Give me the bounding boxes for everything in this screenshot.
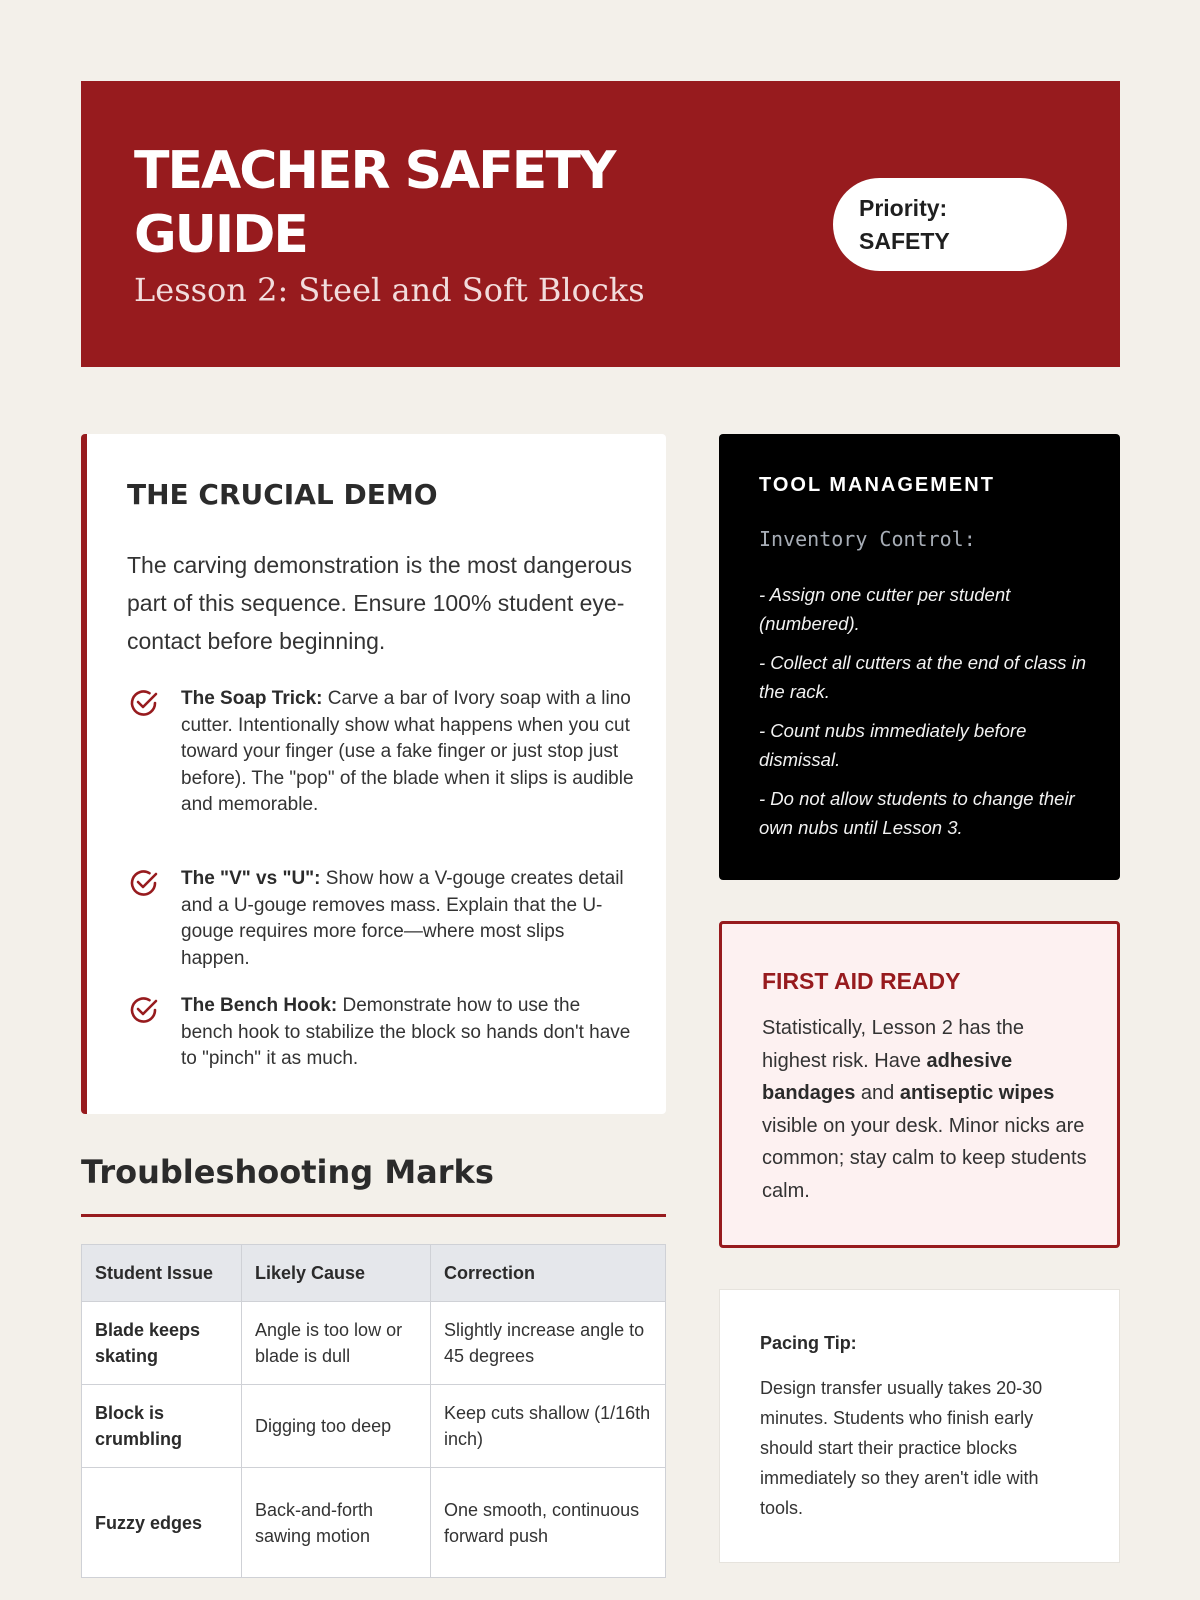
pacing-tip-title: Pacing Tip: bbox=[760, 1333, 857, 1353]
troubleshooting-table bbox=[81, 1244, 666, 1578]
demo-item-body: Carve a bar of Ivory soap with a lino cutter. Intentionally show what happens when you cut toward your finger (use a fake finger or just stop just before). The "pop" of the blade when it slips is audible and memorable. bbox=[181, 688, 634, 815]
pacing-tip-card bbox=[719, 1289, 1120, 1563]
pacing-tip-text: Design transfer usually takes 20-30 minutes. Students who finish early should start their practice blocks immediately so they aren't idle with tools. bbox=[760, 1378, 1043, 1518]
cell-cause: Digging too deep bbox=[242, 1385, 431, 1468]
page-title: TEACHER SAFETY GUIDE bbox=[134, 141, 615, 265]
demo-item-text bbox=[181, 993, 637, 1073]
priority-label: Priority: bbox=[859, 195, 948, 221]
first-aid-highlight: adhesive bandages bbox=[762, 1049, 1013, 1104]
cell-correction: Slightly increase angle to 45 degrees bbox=[431, 1302, 666, 1385]
table-row bbox=[82, 1385, 666, 1468]
page-subtitle: Lesson 2: Steel and Soft Blocks bbox=[134, 271, 645, 309]
crucial-demo-card bbox=[81, 434, 666, 1114]
list-item: - Do not allow students to change their own nubs until Lesson 3. bbox=[759, 788, 1075, 838]
first-aid-text-part: Statistically, Lesson 2 has the highest risk. Have bbox=[762, 1017, 1024, 1072]
demo-item-heading: The Bench Hook: bbox=[181, 995, 338, 1016]
list-item: - Count nubs immediately before dismissal. bbox=[759, 720, 1027, 770]
cell-correction: Keep cuts shallow (1/16th inch) bbox=[431, 1385, 666, 1468]
troubleshooting-title: Troubleshooting Marks bbox=[81, 1153, 494, 1191]
demo-item-body: Show how a V-gouge creates detail and a U-gouge removes mass. Explain that the U-gouge requires more force—where most slips happen. bbox=[181, 868, 624, 969]
demo-item-heading: The Soap Trick: bbox=[181, 688, 323, 709]
demo-title: THE CRUCIAL DEMO bbox=[127, 478, 438, 511]
column-header-correction: Correction bbox=[431, 1245, 666, 1302]
demo-item-body: Demonstrate how to use the bench hook to stabilize the block so hands don't have to "pinch" it as much. bbox=[181, 995, 631, 1069]
tool-management-title: TOOL MANAGEMENT bbox=[759, 474, 995, 496]
priority-value: SAFETY bbox=[859, 228, 950, 254]
first-aid-text-part: and bbox=[855, 1082, 900, 1104]
demo-item-text bbox=[181, 686, 637, 819]
cell-issue: Block is crumbling bbox=[82, 1385, 242, 1468]
first-aid-highlight: antiseptic wipes bbox=[899, 1082, 1055, 1104]
first-aid-text-part: visible on your desk. Minor nicks are common; stay calm to keep students calm. bbox=[762, 1114, 1087, 1202]
section-divider bbox=[81, 1214, 666, 1217]
table-row bbox=[82, 1302, 666, 1385]
cell-cause: Angle is too low or blade is dull bbox=[242, 1302, 431, 1385]
cell-cause: Back-and-forth sawing motion bbox=[242, 1468, 431, 1578]
tool-management-card bbox=[719, 434, 1120, 880]
cell-correction: One smooth, continuous forward push bbox=[431, 1468, 666, 1578]
demo-item-heading: The "V" vs "U": bbox=[181, 868, 321, 889]
check-circle-icon bbox=[127, 686, 161, 720]
list-item: - Assign one cutter per student (numbered). bbox=[759, 584, 1011, 634]
table-row bbox=[82, 1468, 666, 1578]
demo-item-text bbox=[181, 866, 637, 972]
check-circle-icon bbox=[127, 866, 161, 900]
column-header-cause: Likely Cause bbox=[242, 1245, 431, 1302]
check-circle-icon bbox=[127, 993, 161, 1027]
first-aid-card bbox=[719, 921, 1120, 1248]
cell-issue: Fuzzy edges bbox=[82, 1468, 242, 1578]
priority-badge bbox=[833, 178, 1067, 271]
cell-issue: Blade keeps skating bbox=[82, 1302, 242, 1385]
first-aid-title: FIRST AID READY bbox=[762, 968, 961, 994]
column-header-issue: Student Issue bbox=[82, 1245, 242, 1302]
list-item: - Collect all cutters at the end of class in the rack. bbox=[759, 652, 1086, 702]
header-banner bbox=[81, 81, 1120, 367]
first-aid-text bbox=[762, 1012, 1087, 1207]
table-header-row bbox=[82, 1245, 666, 1302]
demo-intro: The carving demonstration is the most dangerous part of this sequence. Ensure 100% student eye-contact before beginning. bbox=[127, 552, 632, 654]
inventory-control-label: Inventory Control: bbox=[759, 527, 976, 551]
